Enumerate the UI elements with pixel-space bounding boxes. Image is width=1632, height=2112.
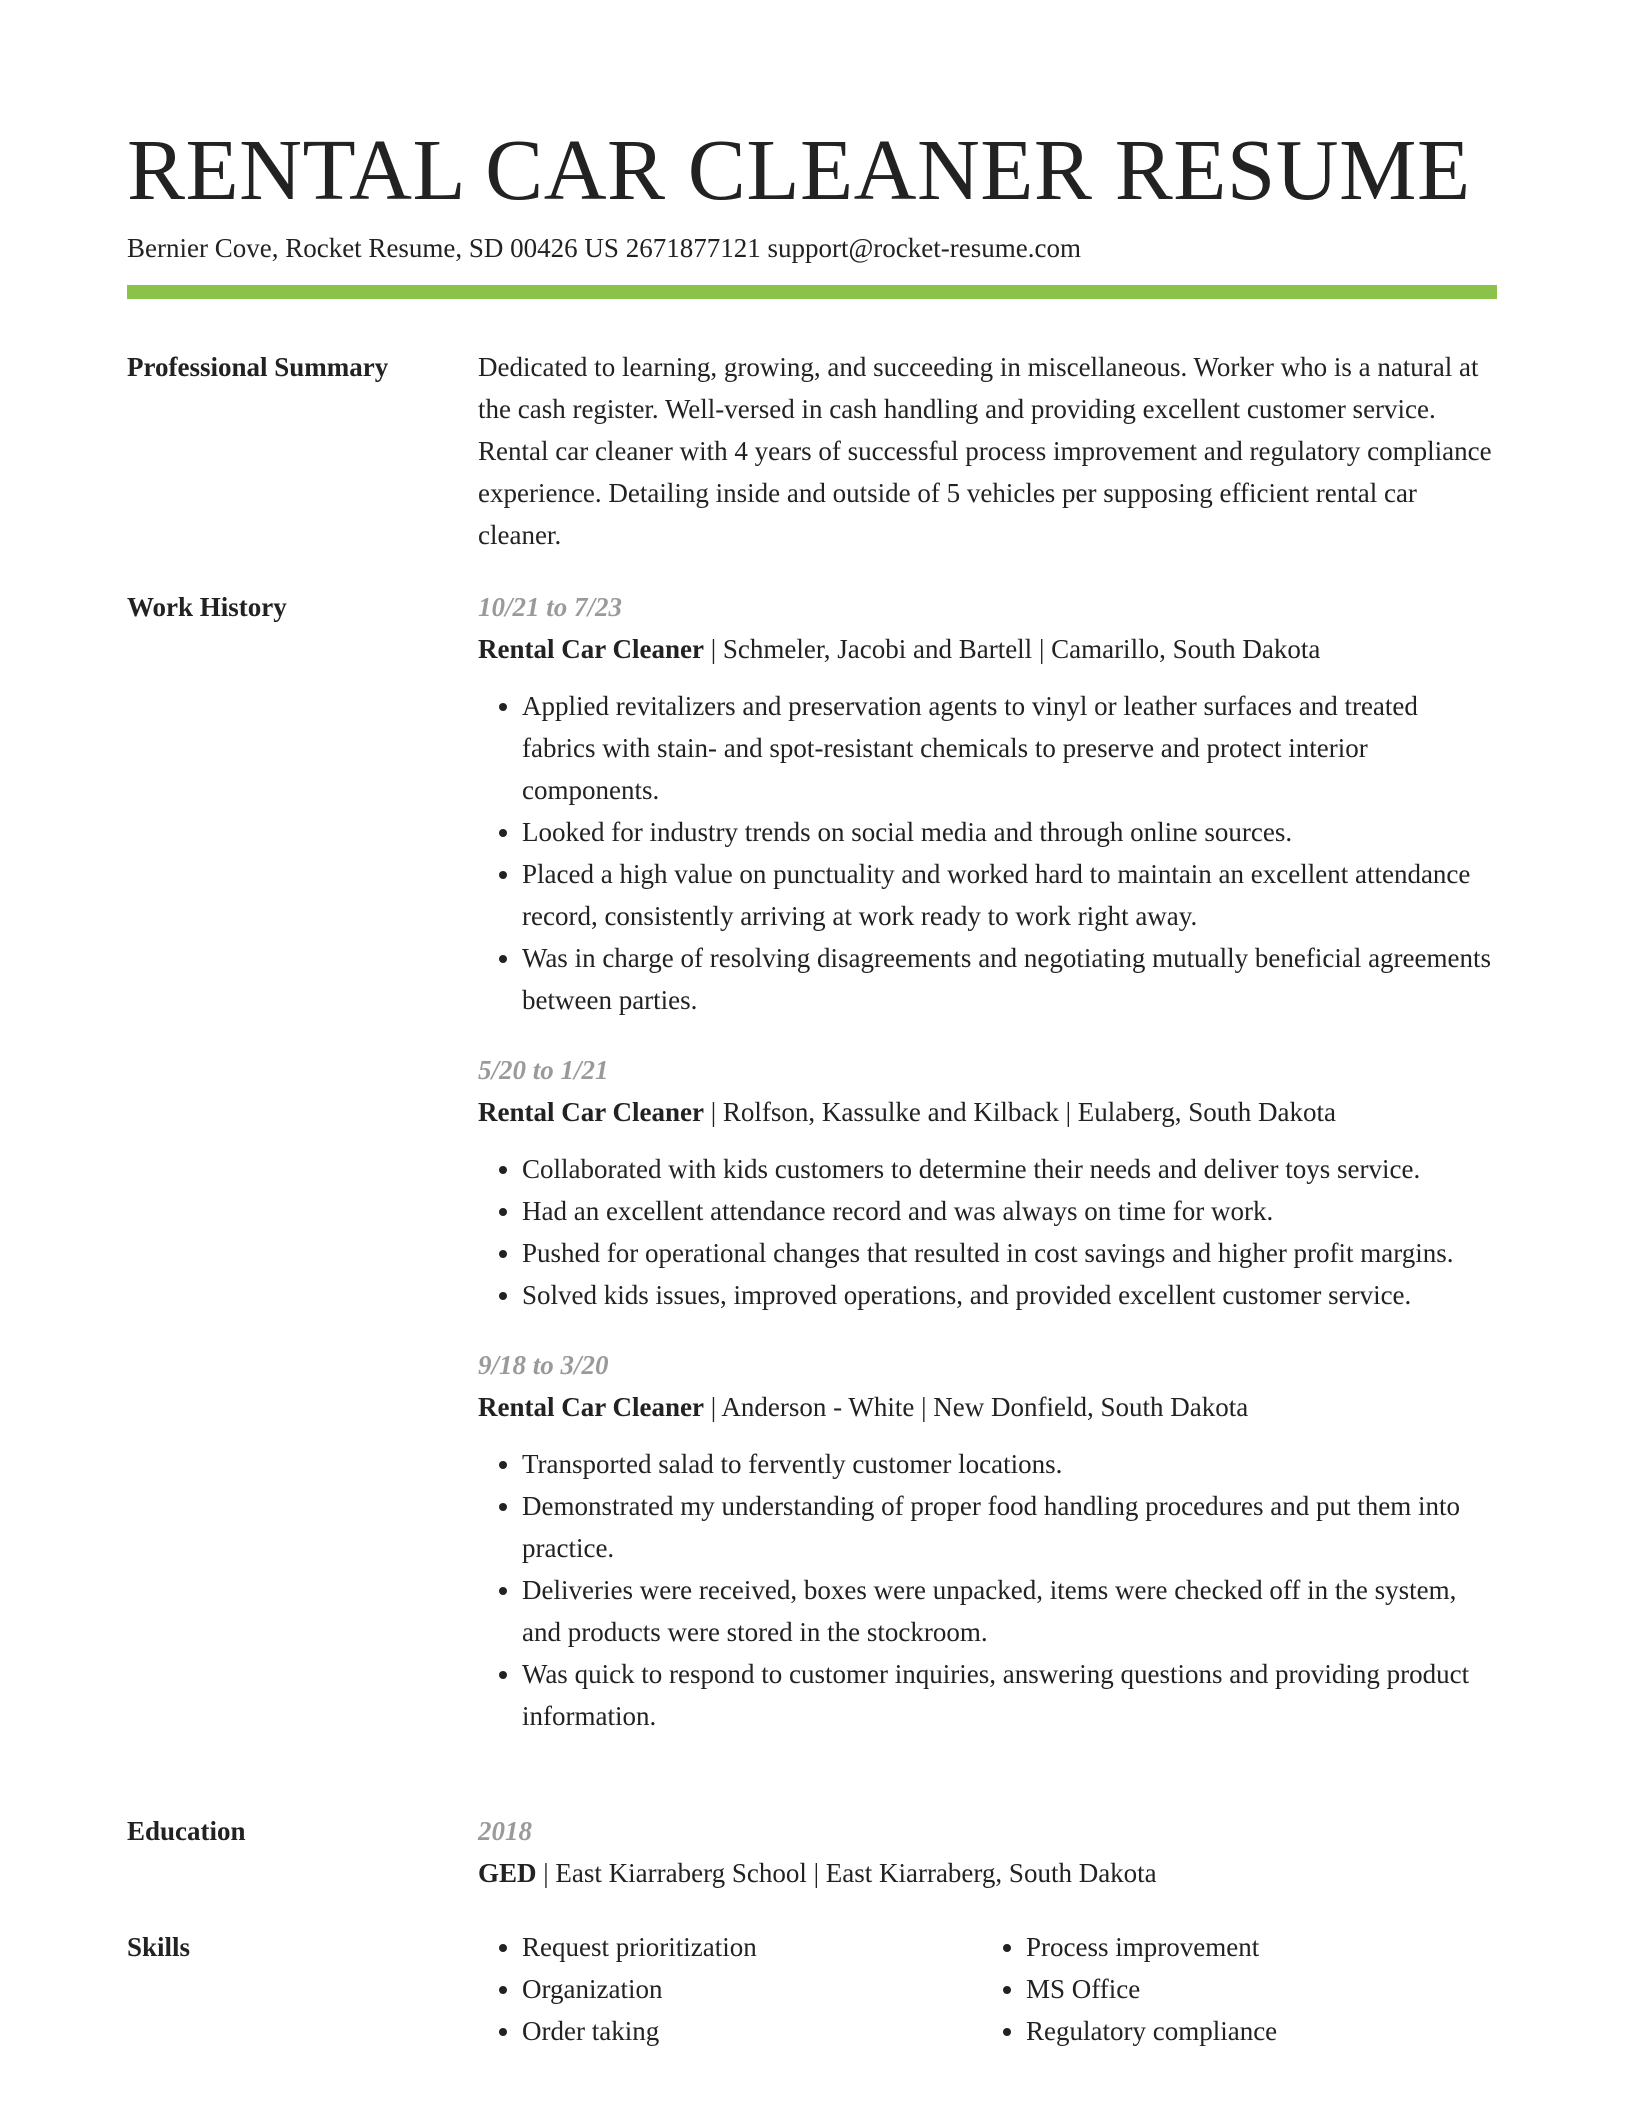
skill-item: • MS Office xyxy=(1026,1968,1486,2010)
job-bullets xyxy=(478,1443,1497,1737)
job-entry xyxy=(478,1049,1497,1316)
job-title: Rental Car Cleaner xyxy=(478,634,704,664)
education-body xyxy=(478,1810,1497,1894)
section-label-education: Education xyxy=(127,1816,246,1846)
job-title: Rental Car Cleaner xyxy=(478,1392,704,1422)
job-details: | Schmeler, Jacobi and Bartell | Camarillo, South Dakota xyxy=(703,634,1321,664)
summary-text: Dedicated to learning, growing, and succeeding in miscellaneous. Worker who is a natural at the cash register. Well-versed in cash handling and providing excellent customer service. Rental car cleaner with 4 years of successful process improvement and regulatory compliance experience. Detailing inside and outside of 5 vehicles per supposing efficient rental car cleaner. xyxy=(478,352,1492,550)
education-date: 2018 xyxy=(478,1816,532,1846)
job-bullet: • Demonstrated my understanding of proper food handling procedures and put them into practice. xyxy=(522,1485,1497,1569)
skill-item: • Order taking xyxy=(522,2010,982,2052)
job-bullet: • Transported salad to fervently customer locations. xyxy=(522,1443,1497,1485)
job-entry xyxy=(478,586,1497,1021)
education-degree: GED xyxy=(478,1858,537,1888)
skill-item: • Request prioritization xyxy=(522,1926,982,1968)
job-details: | Rolfson, Kassulke and Kilback | Eulaberg, South Dakota xyxy=(703,1097,1336,1127)
job-date: 5/20 to 1/21 xyxy=(478,1055,609,1085)
skills-list-right xyxy=(982,1926,1486,2052)
job-bullet: • Looked for industry trends on social media and through online sources. xyxy=(522,811,1497,853)
job-role-line xyxy=(478,1091,1497,1133)
resume-title: RENTAL CAR CLEANER RESUME xyxy=(127,121,1471,218)
skill-item: • Organization xyxy=(522,1968,982,2010)
section-label-skills: Skills xyxy=(127,1932,191,1962)
education-line xyxy=(478,1852,1497,1894)
job-role-line xyxy=(478,1386,1497,1428)
professional-summary-body xyxy=(478,346,1497,556)
job-bullets xyxy=(478,685,1497,1021)
job-bullet: • Pushed for operational changes that resulted in cost savings and higher profit margins. xyxy=(522,1232,1497,1274)
skills-body xyxy=(478,1926,1497,2052)
education-details: | East Kiarraberg School | East Kiarraberg, South Dakota xyxy=(536,1858,1157,1888)
job-bullet: • Applied revitalizers and preservation agents to vinyl or leather surfaces and treated fabrics with stain- and spot-resistant chemicals to preserve and protect interior components. xyxy=(522,685,1497,811)
job-bullet: • Collaborated with kids customers to determine their needs and deliver toys service. xyxy=(522,1148,1497,1190)
section-label-professional-summary: Professional Summary xyxy=(127,352,389,382)
job-entry xyxy=(478,1344,1497,1737)
job-date: 10/21 to 7/23 xyxy=(478,592,623,622)
job-bullet: • Placed a high value on punctuality and worked hard to maintain an excellent attendance record, consistently arriving at work ready to work right away. xyxy=(522,853,1497,937)
skill-item: • Regulatory compliance xyxy=(1026,2010,1486,2052)
skills-columns xyxy=(478,1926,1497,2052)
skill-item: • Process improvement xyxy=(1026,1926,1486,1968)
section-label-work-history: Work History xyxy=(127,592,287,622)
accent-divider xyxy=(127,285,1497,299)
job-details: | Anderson - White | New Donfield, South Dakota xyxy=(703,1392,1249,1422)
job-date: 9/18 to 3/20 xyxy=(478,1350,609,1380)
job-bullet: • Was in charge of resolving disagreements and negotiating mutually beneficial agreements between parties. xyxy=(522,937,1497,1021)
work-history-body xyxy=(478,586,1497,1765)
job-bullet: • Solved kids issues, improved operations, and provided excellent customer service. xyxy=(522,1274,1497,1316)
contact-line: Bernier Cove, Rocket Resume, SD 00426 US 2671877121 support@rocket-resume.com xyxy=(127,233,1081,263)
job-bullets xyxy=(478,1148,1497,1316)
job-bullet: • Was quick to respond to customer inquiries, answering questions and providing product information. xyxy=(522,1653,1497,1737)
job-role-line xyxy=(478,628,1497,670)
job-bullet: • Had an excellent attendance record and was always on time for work. xyxy=(522,1190,1497,1232)
job-title: Rental Car Cleaner xyxy=(478,1097,704,1127)
job-bullet: • Deliveries were received, boxes were unpacked, items were checked off in the system, and products were stored in the stockroom. xyxy=(522,1569,1497,1653)
skills-list-left xyxy=(478,1926,982,2052)
